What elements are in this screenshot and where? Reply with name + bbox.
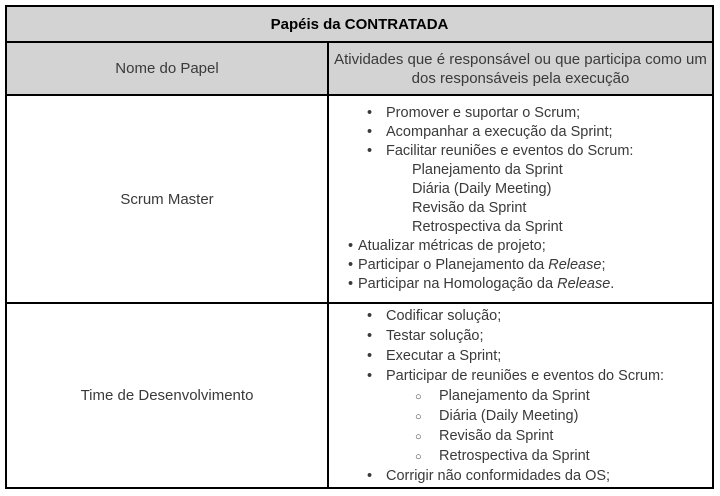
bullet-icon: • xyxy=(367,307,373,324)
activity-line xyxy=(329,180,712,199)
bullet-icon: • xyxy=(367,327,373,344)
column-header-role xyxy=(7,43,329,94)
activity-text: Retrospectiva da Sprint xyxy=(439,447,590,464)
activity-text: Promover e suportar o Scrum; xyxy=(386,105,581,121)
activity-text: Participar na Homologação da Release. xyxy=(358,276,615,292)
role-name: Time de Desenvolvimento xyxy=(80,387,254,404)
circle-bullet-icon: ○ xyxy=(415,410,422,423)
circle-bullet-icon: ○ xyxy=(415,430,422,443)
activity-text: Revisão da Sprint xyxy=(412,200,527,216)
activity-line xyxy=(329,306,712,326)
table-header-row xyxy=(7,43,712,96)
role-cell-dev-team xyxy=(7,304,329,487)
activity-line xyxy=(329,275,712,294)
bullet-icon: • xyxy=(367,467,373,484)
activity-text: Diária (Daily Meeting) xyxy=(412,181,552,197)
table-title: Papéis da CONTRATADA xyxy=(270,15,449,33)
bullet-icon: • xyxy=(367,347,373,364)
activity-line xyxy=(329,346,712,366)
bullet-icon: • xyxy=(348,238,354,254)
activity-text: Participar de reuniões e eventos do Scrum: xyxy=(386,367,665,384)
activity-line xyxy=(329,237,712,256)
activity-line xyxy=(329,199,712,218)
activity-line xyxy=(329,426,712,446)
role-name: Scrum Master xyxy=(120,190,214,208)
activity-line xyxy=(329,446,712,466)
activity-line xyxy=(329,386,712,406)
activity-line xyxy=(329,256,712,275)
circle-bullet-icon: ○ xyxy=(415,450,422,463)
activity-line xyxy=(329,366,712,386)
activity-text: Testar solução; xyxy=(386,327,484,344)
bullet-icon: • xyxy=(348,276,354,292)
activity-text: Diária (Daily Meeting) xyxy=(439,407,579,424)
roles-table xyxy=(5,5,714,489)
activity-line xyxy=(329,326,712,346)
activity-line xyxy=(329,161,712,180)
activities-cell-dev-team xyxy=(329,304,712,487)
bullet-icon: • xyxy=(367,124,373,140)
activity-text: Codificar solução; xyxy=(386,307,502,324)
column-header-activities-label: Atividades que é responsável ou que participa como um dos responsáveis pela execução xyxy=(334,50,707,87)
table-row-scrum-master xyxy=(7,96,712,304)
bullet-icon: • xyxy=(348,257,354,273)
activity-line xyxy=(329,123,712,142)
activity-text: Executar a Sprint; xyxy=(386,347,502,364)
activity-line xyxy=(329,104,712,123)
activity-text: Atualizar métricas de projeto; xyxy=(358,238,546,254)
role-cell-scrum-master xyxy=(7,96,329,302)
activity-line xyxy=(329,466,712,486)
bullet-icon: • xyxy=(367,367,373,384)
activity-text: Planejamento da Sprint xyxy=(412,162,563,178)
table-row-dev-team xyxy=(7,304,712,487)
activity-text: Revisão da Sprint xyxy=(439,427,554,444)
activity-text: Facilitar reuniões e eventos do Scrum: xyxy=(386,143,634,159)
activity-text: Acompanhar a execução da Sprint; xyxy=(386,124,613,140)
activities-cell-scrum-master xyxy=(329,96,712,302)
column-header-role-label: Nome do Papel xyxy=(115,60,219,77)
activity-line xyxy=(329,218,712,237)
activity-text: Planejamento da Sprint xyxy=(439,387,590,404)
activity-line xyxy=(329,406,712,426)
column-header-activities xyxy=(329,43,712,94)
table-title-row xyxy=(7,7,712,43)
activity-line xyxy=(329,142,712,161)
bullet-icon: • xyxy=(367,143,373,159)
activity-text: Corrigir não conformidades da OS; xyxy=(386,467,611,484)
circle-bullet-icon: ○ xyxy=(415,390,422,403)
bullet-icon: • xyxy=(367,105,373,121)
activity-text: Retrospectiva da Sprint xyxy=(412,219,563,235)
activity-text: Participar o Planejamento da Release; xyxy=(358,257,606,273)
